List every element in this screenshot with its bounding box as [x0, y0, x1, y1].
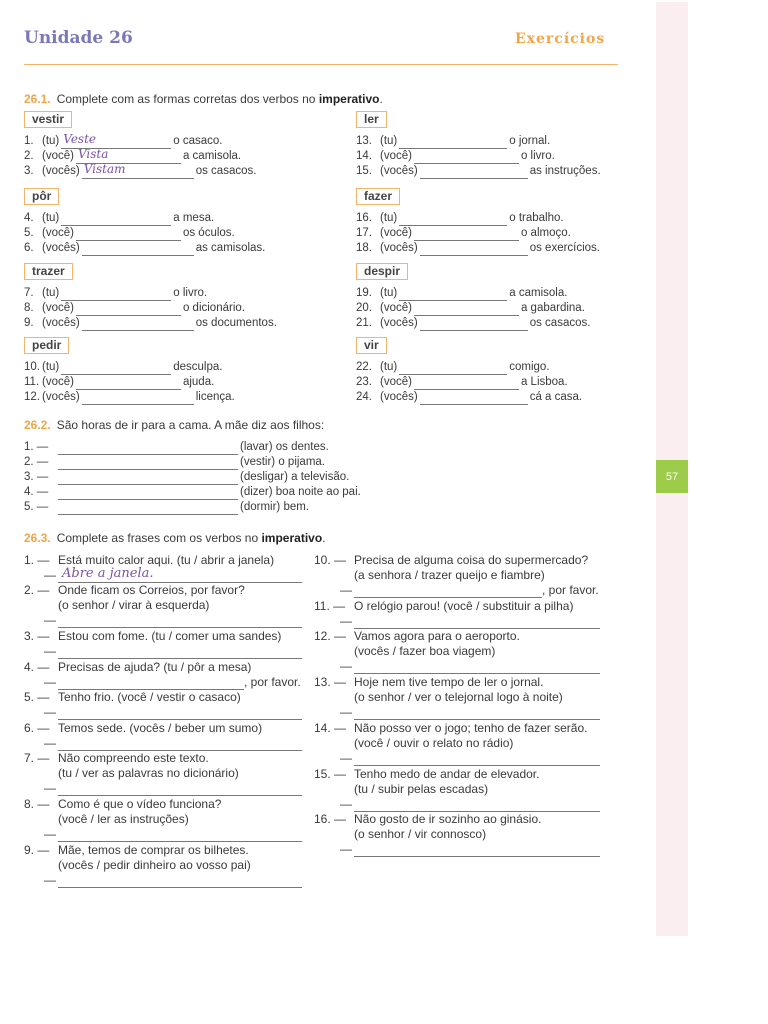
answer-blank[interactable] [420, 319, 528, 331]
answer-blank[interactable] [414, 152, 519, 164]
item-number: 3. — [24, 629, 50, 643]
item-number: 1. — [24, 441, 49, 453]
item-number: 17. [356, 227, 372, 239]
item-number: 11. [24, 376, 40, 388]
conjugation-item [356, 164, 601, 179]
person-label: (tu) [380, 361, 398, 373]
conjugation-item [356, 149, 555, 164]
sentence-prompt [24, 583, 245, 598]
item-number: 2. [24, 150, 34, 162]
answer-suffix: , por favor. [244, 675, 301, 689]
answer-blank[interactable] [420, 393, 528, 405]
prompt-text: Estou com fome. (tu / comer uma sandes) [58, 629, 282, 643]
answer-blank[interactable] [82, 162, 194, 179]
item-number: 18. [356, 242, 372, 254]
answer-line[interactable] [58, 568, 302, 583]
answer-blank[interactable] [399, 214, 507, 226]
exercise-number: 26.3. [24, 531, 51, 545]
conjugation-item [356, 301, 585, 316]
item-number: 9. — [24, 843, 50, 857]
instruction-text: Complete com as formas corretas dos verbos no [56, 92, 319, 106]
person-label: (vocês) [42, 391, 80, 403]
answer-dash: — [340, 751, 352, 765]
handwritten-answer: Vista [77, 147, 109, 161]
answer-dash: — [44, 705, 56, 719]
answer-line[interactable] [354, 583, 542, 598]
answer-dash: — [44, 644, 56, 658]
prompt-text: Não gosto de ir sozinho ao ginásio. [354, 812, 542, 826]
answer-blank[interactable] [61, 289, 171, 301]
bedtime-item [24, 485, 361, 500]
answer-blank[interactable] [58, 473, 238, 485]
person-label: (você) [42, 150, 74, 162]
answer-blank[interactable] [414, 304, 519, 316]
sentence-prompt [314, 599, 573, 614]
person-label: (tu) [42, 287, 60, 299]
verb-box-ler: ler [356, 111, 387, 128]
bedtime-item [24, 440, 329, 455]
answer-line[interactable] [354, 705, 600, 720]
item-rest: os casacos. [195, 165, 257, 177]
answer-blank[interactable] [82, 244, 194, 256]
item-number: 8. — [24, 797, 50, 811]
item-number: 14. [356, 150, 372, 162]
person-label: (vocês) [42, 165, 80, 177]
instruction-bold: imperativo [318, 92, 380, 106]
conjugation-item [356, 134, 550, 149]
item-number: 12. — [314, 629, 347, 643]
item-number: 14. — [314, 721, 347, 735]
exercise-26-1-instruction [24, 92, 383, 106]
conjugation-item [356, 316, 590, 331]
conjugation-item [24, 241, 265, 256]
answer-dash: — [340, 797, 352, 811]
exercise-number: 26.2. [24, 418, 51, 432]
item-rest: os documentos. [195, 317, 277, 329]
item-rest: ajuda. [182, 376, 215, 388]
item-number: 7. [24, 287, 34, 299]
item-number: 6. [24, 242, 34, 254]
sentence-prompt [24, 843, 249, 858]
item-rest: a gabardina. [520, 302, 585, 314]
prompt-text: Não compreendo este texto. [58, 751, 209, 765]
conjugation-item [24, 164, 256, 179]
answer-line[interactable] [58, 705, 302, 720]
item-rest: (lavar) os dentes. [240, 441, 329, 453]
item-number: 13. — [314, 675, 347, 689]
sentence-prompt [314, 721, 587, 736]
item-number: 1. [24, 135, 34, 147]
item-number: 15. [356, 165, 372, 177]
item-rest: as camisolas. [195, 242, 266, 254]
item-rest: as instruções. [529, 165, 601, 177]
item-number: 22. [356, 361, 372, 373]
prompt-hint: (vocês / pedir dinheiro ao vosso pai) [58, 858, 251, 872]
answer-line[interactable] [58, 736, 302, 751]
prompt-text: Como é que o vídeo funciona? [58, 797, 222, 811]
item-number: 11. — [314, 599, 346, 613]
prompt-text: Hoje nem tive tempo de ler o jornal. [354, 675, 544, 689]
answer-dash: — [340, 614, 352, 628]
verb-box-despir: despir [356, 263, 408, 280]
answer-dash: — [340, 583, 352, 597]
prompt-text: Onde ficam os Correios, por favor? [58, 583, 245, 597]
sentence-prompt [24, 660, 251, 675]
item-rest: desculpa. [173, 361, 223, 373]
prompt-hint: (você / ler as instruções) [58, 812, 189, 826]
answer-blank[interactable] [58, 458, 238, 470]
answer-blank[interactable] [58, 488, 238, 500]
answer-blank[interactable] [399, 137, 507, 149]
answer-line[interactable] [58, 827, 302, 842]
prompt-text: O relógio parou! (você / substituir a pilha) [354, 599, 574, 613]
handwritten-answer: Veste [63, 132, 96, 146]
item-number: 4. — [24, 660, 50, 674]
item-rest: comigo. [509, 361, 550, 373]
item-number: 2. — [24, 456, 49, 468]
item-number: 23. [356, 376, 372, 388]
item-number: 16. [356, 212, 372, 224]
item-rest: os exercícios. [529, 242, 601, 254]
sentence-prompt [24, 751, 209, 766]
prompt-hint: (o senhor / vir connosco) [354, 827, 487, 841]
person-label: (tu) [42, 135, 60, 147]
answer-line[interactable] [354, 797, 600, 812]
sentence-prompt [24, 797, 221, 812]
prompt-text: Não posso ver o jogo; tenho de fazer serão. [354, 721, 588, 735]
person-label: (vocês) [380, 242, 418, 254]
answer-blank[interactable] [58, 443, 238, 455]
conjugation-item [24, 316, 277, 331]
item-rest: (vestir) o pijama. [240, 456, 325, 468]
answer-dash: — [44, 827, 56, 841]
sentence-prompt [24, 721, 262, 736]
unit-title: Unidade 26 [24, 28, 133, 48]
answer-dash: — [44, 568, 56, 582]
answer-blank[interactable] [414, 229, 519, 241]
item-number: 4. [24, 212, 34, 224]
item-rest: (dormir) bem. [240, 501, 310, 513]
item-number: 8. [24, 302, 34, 314]
answer-blank[interactable] [399, 363, 507, 375]
conjugation-item [356, 286, 567, 301]
item-rest: cá a casa. [529, 391, 583, 403]
item-number: 12. [24, 391, 40, 403]
verb-box-trazer: trazer [24, 263, 73, 280]
prompt-hint: (vocês / fazer boa viagem) [354, 644, 496, 658]
prompt-hint: (tu / ver as palavras no dicionário) [58, 766, 239, 780]
item-number: 3. [24, 165, 34, 177]
item-rest: a camisola. [509, 287, 568, 299]
handwritten-answer: Abre a janela. [62, 566, 154, 581]
sentence-prompt [314, 553, 588, 568]
item-number: 1. — [24, 553, 50, 567]
answer-blank[interactable] [76, 304, 181, 316]
item-number: 21. [356, 317, 372, 329]
prompt-hint: (a senhora / trazer queijo e fiambre) [354, 568, 545, 582]
person-label: (você) [380, 150, 412, 162]
conjugation-item [24, 226, 235, 241]
answer-line[interactable] [354, 659, 600, 674]
answer-line[interactable] [58, 873, 302, 888]
prompt-hint: (o senhor / ver o telejornal logo à noite) [354, 690, 563, 704]
item-rest: o dicionário. [182, 302, 245, 314]
item-rest: os casacos. [529, 317, 591, 329]
verb-box-pedir: pedir [24, 337, 69, 354]
conjugation-item [356, 241, 600, 256]
answer-blank[interactable] [58, 503, 238, 515]
item-number: 15. — [314, 767, 347, 781]
answer-dash: — [340, 705, 352, 719]
section-title: Exercícios [515, 31, 606, 47]
person-label: (você) [380, 302, 412, 314]
conjugation-item [24, 286, 207, 301]
item-number: 3. — [24, 471, 49, 483]
item-number: 16. — [314, 812, 347, 826]
answer-line[interactable] [354, 614, 600, 629]
answer-line[interactable] [58, 781, 302, 796]
exercise-number: 26.1. [24, 92, 51, 106]
prompt-hint: (tu / subir pelas escadas) [354, 782, 489, 796]
answer-blank[interactable] [61, 363, 171, 375]
conjugation-item [356, 375, 568, 390]
person-label: (vocês) [380, 165, 418, 177]
conjugation-item [24, 375, 214, 390]
person-label: (vocês) [380, 317, 418, 329]
instruction-text: São horas de ir para a cama. A mãe diz aos filhos: [56, 418, 325, 432]
item-number: 10. — [314, 553, 347, 567]
instruction-end: . [379, 92, 383, 106]
answer-line[interactable] [58, 644, 302, 659]
answer-blank[interactable] [76, 229, 181, 241]
item-rest: o almoço. [520, 227, 571, 239]
item-number: 7. — [24, 751, 50, 765]
verb-box-pôr: pôr [24, 188, 59, 205]
person-label: (tu) [42, 361, 60, 373]
conjugation-item [356, 360, 550, 375]
sentence-prompt [314, 629, 520, 644]
sentence-prompt [314, 675, 543, 690]
verb-box-fazer: fazer [356, 188, 400, 205]
answer-blank[interactable] [399, 289, 507, 301]
sentence-prompt [314, 812, 541, 827]
item-number: 24. [356, 391, 372, 403]
answer-suffix: , por favor. [542, 583, 599, 597]
item-number: 10. [24, 361, 40, 373]
item-number: 4. — [24, 486, 49, 498]
person-label: (tu) [380, 135, 398, 147]
exercise-26-2-instruction [24, 418, 324, 432]
answer-line[interactable] [58, 675, 244, 690]
item-number: 5. — [24, 501, 49, 513]
conjugation-item [356, 226, 571, 241]
item-rest: o livro. [173, 287, 208, 299]
conjugation-item [24, 390, 235, 405]
answer-blank[interactable] [82, 393, 194, 405]
item-number: 6. — [24, 721, 50, 735]
person-label: (vocês) [380, 391, 418, 403]
prompt-text: Mãe, temos de comprar os bilhetes. [58, 843, 249, 857]
page-number-tab [656, 460, 688, 493]
answer-blank[interactable] [420, 244, 528, 256]
person-label: (tu) [380, 212, 398, 224]
conjugation-item [24, 360, 222, 375]
item-number: 5. — [24, 690, 50, 704]
person-label: (você) [42, 376, 74, 388]
item-rest: a camisola. [182, 150, 242, 162]
item-rest: (dizer) boa noite ao pai. [240, 486, 361, 498]
bedtime-item [24, 500, 309, 515]
item-number: 13. [356, 135, 372, 147]
conjugation-item [24, 301, 245, 316]
page-number: 57 [665, 470, 679, 483]
answer-dash: — [340, 659, 352, 673]
item-number: 20. [356, 302, 372, 314]
answer-dash: — [340, 842, 352, 856]
person-label: (você) [42, 302, 74, 314]
answer-blank[interactable] [82, 319, 194, 331]
sentence-prompt [24, 690, 241, 705]
conjugation-item [24, 149, 241, 164]
prompt-text: Está muito calor aqui. (tu / abrir a janela) [58, 553, 275, 567]
instruction-text: Complete as frases com os verbos no [56, 531, 262, 545]
answer-dash: — [44, 613, 56, 627]
header-rule [24, 64, 618, 65]
bedtime-item [24, 470, 349, 485]
exercise-26-3-instruction [24, 531, 326, 545]
item-number: 2. — [24, 583, 50, 597]
answer-dash: — [44, 873, 56, 887]
person-label: (tu) [42, 212, 60, 224]
prompt-hint: (o senhor / virar à esquerda) [58, 598, 210, 612]
item-number: 9. [24, 317, 34, 329]
person-label: (vocês) [42, 242, 80, 254]
answer-blank[interactable] [61, 214, 171, 226]
item-rest: (desligar) a televisão. [240, 471, 350, 483]
answer-dash: — [44, 736, 56, 750]
sentence-prompt [314, 767, 539, 782]
instruction-bold: imperativo [261, 531, 323, 545]
prompt-text: Temos sede. (vocês / beber um sumo) [58, 721, 263, 735]
answer-line[interactable] [58, 613, 302, 628]
answer-line[interactable] [354, 842, 600, 857]
answer-dash: — [44, 675, 56, 689]
prompt-text: Precisa de alguma coisa do supermercado? [354, 553, 589, 567]
item-number: 19. [356, 287, 372, 299]
person-label: (você) [380, 227, 412, 239]
conjugation-item [356, 390, 582, 405]
item-rest: os óculos. [182, 227, 235, 239]
item-rest: o casaco. [173, 135, 223, 147]
bedtime-item [24, 455, 325, 470]
item-number: 5. [24, 227, 34, 239]
item-rest: o jornal. [509, 135, 551, 147]
item-rest: a Lisboa. [520, 376, 568, 388]
sentence-prompt [24, 629, 281, 644]
answer-blank[interactable] [420, 167, 528, 179]
item-rest: licença. [195, 391, 235, 403]
conjugation-item [24, 211, 214, 226]
person-label: (vocês) [42, 317, 80, 329]
verb-box-vestir: vestir [24, 111, 72, 128]
item-rest: o trabalho. [509, 212, 564, 224]
answer-blank[interactable] [414, 378, 519, 390]
prompt-text: Precisas de ajuda? (tu / pôr a mesa) [58, 660, 252, 674]
answer-blank[interactable] [76, 378, 181, 390]
prompt-text: Tenho medo de andar de elevador. [354, 767, 540, 781]
handwritten-answer: Vistam [83, 162, 126, 176]
answer-line[interactable] [354, 751, 600, 766]
conjugation-item [24, 134, 222, 149]
verb-box-vir: vir [356, 337, 387, 354]
item-rest: o livro. [520, 150, 555, 162]
prompt-text: Vamos agora para o aeroporto. [354, 629, 520, 643]
prompt-text: Tenho frio. (você / vestir o casaco) [58, 690, 241, 704]
instruction-end: . [322, 531, 326, 545]
person-label: (você) [380, 376, 412, 388]
answer-dash: — [44, 781, 56, 795]
person-label: (tu) [380, 287, 398, 299]
person-label: (você) [42, 227, 74, 239]
conjugation-item [356, 211, 564, 226]
item-rest: a mesa. [173, 212, 215, 224]
prompt-hint: (você / ouvir o relato no rádio) [354, 736, 514, 750]
